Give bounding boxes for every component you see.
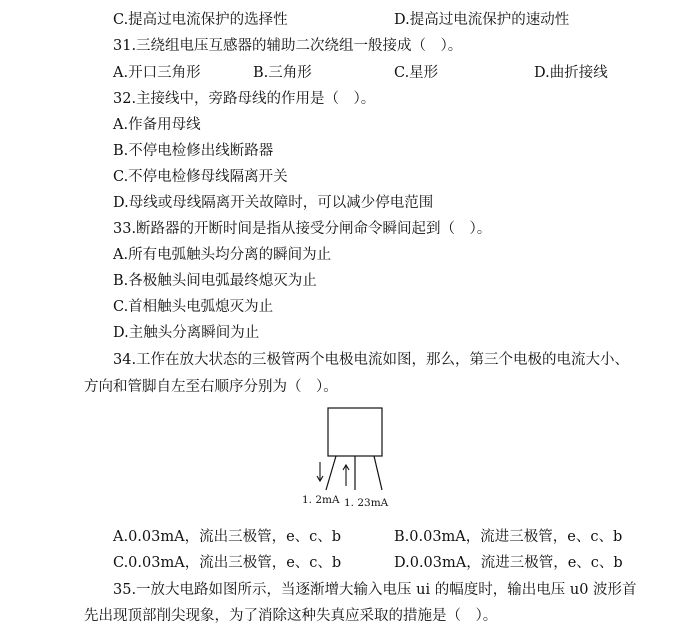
q33-option-c: C.首相触头电弧熄灭为止: [113, 299, 274, 315]
left-current-label: 1. 2mA: [302, 494, 340, 506]
q31-option-b: B.三角形: [253, 65, 312, 81]
q35-stem-line1: 35.一放大电路如图所示，当逐渐增大输入电压 ui 的幅度时，输出电压 u0 波形首: [113, 582, 637, 598]
q34-option-c: C.0.03mA，流出三极管，e、c、b: [113, 555, 342, 571]
left-lead: [326, 456, 336, 490]
transistor-figure: [290, 400, 420, 515]
middle-current-arrow-icon: [343, 465, 349, 486]
q32-option-c: C.不停电检修母线隔离开关: [113, 169, 288, 185]
q31-option-c: C.星形: [394, 65, 439, 81]
q34-option-b: B.0.03mA，流进三极管，e、c、b: [394, 529, 623, 545]
q31-option-d: D.曲折接线: [534, 65, 608, 81]
q33-option-a: A.所有电弧触头均分离的瞬间为止: [113, 247, 332, 263]
q30-option-d: D.提高过电流保护的速动性: [394, 12, 570, 28]
q32-option-a: A.作备用母线: [113, 117, 201, 133]
q32-option-b: B.不停电检修出线断路器: [113, 143, 274, 159]
right-current-label: 1. 23mA: [344, 497, 389, 509]
q32-stem: 32.主接线中，旁路母线的作用是（ ）。: [113, 91, 376, 107]
q34-option-d: D.0.03mA，流进三极管，e、c、b: [394, 555, 623, 571]
right-lead: [374, 456, 382, 490]
q34-stem-line2: 方向和管脚自左至右顺序分别为（ ）。: [84, 379, 338, 395]
transistor-body: [328, 408, 382, 456]
q30-option-c: C.提高过电流保护的选择性: [113, 12, 288, 28]
q31-stem: 31.三绕组电压互感器的辅助二次绕组一般接成（ ）。: [113, 38, 463, 54]
q32-option-d: D.母线或母线隔离开关故障时，可以减少停电范围: [113, 195, 434, 211]
left-current-arrow-icon: [317, 462, 323, 481]
q31-option-a: A.开口三角形: [113, 65, 201, 81]
q33-stem: 33.断路器的开断时间是指从接受分闸命令瞬间起到（ ）。: [113, 221, 492, 237]
q33-option-d: D.主触头分离瞬间为止: [113, 325, 260, 341]
q34-stem-line1: 34.工作在放大状态的三极管两个电极电流如图，那么，第三个电极的电流大小、: [113, 352, 630, 368]
q35-stem-line2: 先出现顶部削尖现象，为了消除这种失真应采取的措施是（ ）。: [84, 608, 498, 624]
q33-option-b: B.各极触头间电弧最终熄灭为止: [113, 273, 317, 289]
q34-option-a: A.0.03mA，流出三极管，e、c、b: [113, 529, 342, 545]
